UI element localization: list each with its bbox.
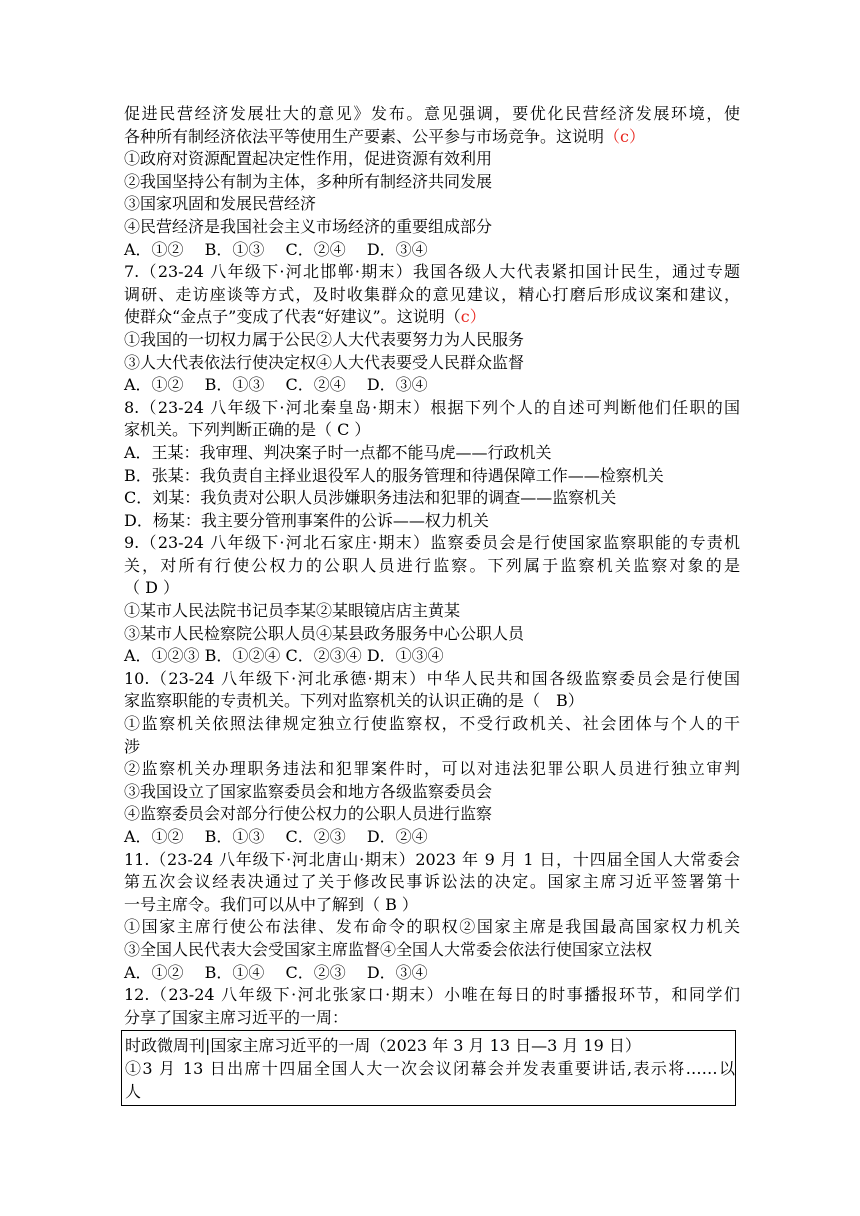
q6-option: ③国家巩固和发展民营经济 <box>124 194 317 214</box>
q9-stem-line: （ D ） <box>124 578 180 598</box>
q9-option: ①某市人民法院书记员李某②某眼镜店店主黄某 <box>124 601 461 621</box>
q10-option: ②监察机关办理职务违法和犯罪案件时，可以对违法犯罪公职人员进行独立审判 <box>124 759 740 779</box>
q10-stem-line: 10.（23-24 八年级下·河北承德·期末）中华人民共和国各级监察委员会是行使国 <box>124 668 740 688</box>
box-text-line: 人 <box>125 1082 142 1101</box>
q11-option: ①国家主席行使公布法律、发布命令的职权②国家主席是我国最高国家权力机关 <box>124 917 740 937</box>
q10-option: ③我国设立了国家监察委员会和地方各级监察委员会 <box>124 781 493 801</box>
q10-option: ①监察机关依照法律规定独立行使监察权，不受行政机关、社会团体与个人的干 <box>124 714 740 734</box>
q8-stem-line: 8.（23-24 八年级下·河北秦皇岛·期末）根据下列个人的自述可判断他们任职的国 <box>124 397 740 417</box>
box-text-line: ①3 月 13 日出席十四届全国人大一次会议闭幕会并发表重要讲话,表示将……以 <box>125 1059 735 1078</box>
q6-option: ①政府对资源配置起决定性作用，促进资源有效利用 <box>124 149 493 169</box>
q8-option-b: B．张某：我负责自主择业退役军人的服务管理和待遇保障工作——检察机关 <box>124 465 664 485</box>
q7-stem-line: 调研、走访座谈等方式，及时收集群众的意见建议，精心打磨后形成议案和建议， <box>124 284 740 304</box>
q7-option: ③人大代表依法行使决定权④人大代表要受人民群众监督 <box>124 352 525 372</box>
q7-answer: c） <box>460 307 486 327</box>
q12-stem-line: 12.（23-24 八年级下·河北张家口·期末）小唯在每日的时事播报环节，和同学们 <box>124 985 740 1005</box>
question-page <box>124 103 740 1029</box>
q10-stem-line: 家监察职能的专责机关。下列对监察机关的认识正确的是（ B） <box>124 691 584 711</box>
q9-stem-line: 关，对所有行使公权力的公职人员进行监察。下列属于监察机关监察对象的是 <box>124 555 740 575</box>
q10-option: 涉 <box>124 736 141 756</box>
q9-option: ③某市人民检察院公职人员④某县政务服务中心公职人员 <box>124 623 525 643</box>
q11-choices: A．①② B．①④ C．②③ D．③④ <box>124 962 428 982</box>
q9-choices: A．①②③ B．①②④ C．②③④ D．①③④ <box>124 646 444 666</box>
q11-stem-line: 一号主席令。我们可以从中了解到（ B ） <box>124 894 418 914</box>
news-weekly-box <box>121 1030 736 1106</box>
box-title: 时政微周刊|国家主席习近平的一周（2023 年 3 月 13 日—3 月 19 日） <box>125 1036 641 1055</box>
q10-option: ④监察委员会对部分行使公权力的公职人员进行监察 <box>124 804 493 824</box>
q6-option: ④民营经济是我国社会主义市场经济的重要组成部分 <box>124 216 493 236</box>
q11-stem-line: 第五次会议经表决通过了关于修改民事诉讼法的决定。国家主席习近平签署第十 <box>124 872 740 892</box>
q6-option: ②我国坚持公有制为主体，多种所有制经济共同发展 <box>124 171 493 191</box>
q7-choices: A．①② B．①③ C．②④ D．③④ <box>124 375 428 395</box>
q9-stem-line: 9.（23-24 八年级下·河北石家庄·期末）监察委员会是行使国家监察职能的专责机 <box>124 533 740 553</box>
q6-stem-line: 各种所有制经济依法平等使用生产要素、公平参与市场竞争。这说明（c） <box>124 126 645 146</box>
q11-stem-line: 11.（23-24 八年级下·河北唐山·期末）2023 年 9 月 1 日，十四届全国人大常委会 <box>124 849 740 869</box>
q8-stem-line: 家机关。下列判断正确的是（ C ） <box>124 420 371 440</box>
q10-choices: A．①② B．①③ C．②③ D．②④ <box>124 827 428 846</box>
q8-option-a: A．王某：我审理、判决案子时一点都不能马虎——行政机关 <box>124 442 552 462</box>
q7-stem-line: 使群众“金点子”变成了代表“好建议”。这说明（c） <box>124 307 486 327</box>
q7-option: ①我国的一切权力属于公民②人大代表要努力为人民服务 <box>124 329 525 349</box>
q8-option-c: C．刘某：我负责对公职人员涉嫌职务违法和犯罪的调查——监察机关 <box>124 488 617 508</box>
q6-choices: A．①② B．①③ C．②④ D．③④ <box>124 239 428 259</box>
q11-option: ③全国人民代表大会受国家主席监督④全国人大常委会依法行使国家立法权 <box>124 939 653 959</box>
q6-stem-line: 促进民营经济发展壮大的意见》发布。意见强调，要优化民营经济发展环境，使 <box>124 104 740 123</box>
q7-stem-line: 7.（23-24 八年级下·河北邯郸·期末）我国各级人大代表紧扣国计民生，通过专题 <box>124 262 740 282</box>
q8-option-d: D．杨某：我主要分管刑事案件的公诉——权力机关 <box>124 510 489 530</box>
q6-answer: （c） <box>604 126 645 146</box>
q12-stem-line: 分享了国家主席习近平的一周： <box>124 1007 349 1027</box>
